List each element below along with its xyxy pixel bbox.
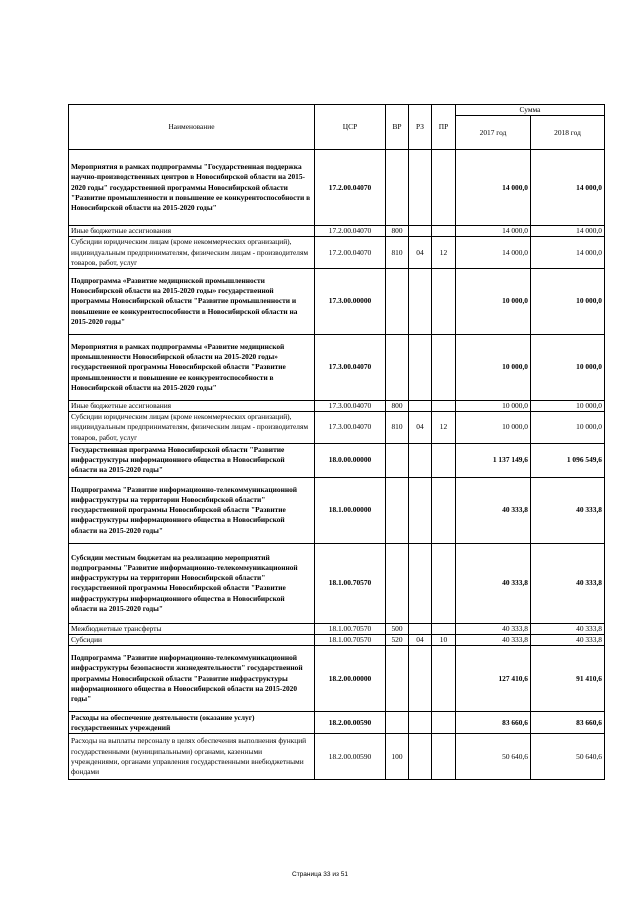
row-csr: 18.2.00.00590 [315, 734, 386, 780]
row-pr: 10 [432, 635, 456, 646]
row-sum-2017: 10 000,0 [456, 269, 531, 335]
header-pr: ПР [432, 105, 456, 150]
row-rz: 04 [409, 635, 432, 646]
row-pr [432, 150, 456, 226]
row-name: Подпрограмма "Развитие информационно-телекоммуникационной инфраструктуры безопасности жизнедеятельности" государственной программы Новосибирской области "Развитие инфраструктуры информационного общества в Новосибирской области на 2015-2020 годы" [69, 646, 315, 712]
row-sum-2018: 1 096 549,6 [531, 443, 605, 477]
row-vr: 100 [386, 734, 409, 780]
header-2018: 2018 год [531, 116, 605, 150]
row-csr: 18.2.00.00000 [315, 646, 386, 712]
row-csr: 18.2.00.00590 [315, 712, 386, 734]
row-rz [409, 150, 432, 226]
row-rz [409, 335, 432, 401]
row-sum-2017: 10 000,0 [456, 412, 531, 444]
row-name: Подпрограмма "Развитие информационно-телекоммуникационной инфраструктуры на территории Новосибирской области" государственной программы Новосибирской области "Развитие инфраструктуры информационного общества в Новосибирской области на 2015-2020 годы" [69, 477, 315, 543]
row-sum-2017: 14 000,0 [456, 150, 531, 226]
header-csr: ЦСР [315, 105, 386, 150]
row-csr: 17.3.00.04070 [315, 412, 386, 444]
row-vr [386, 477, 409, 543]
row-sum-2017: 40 333,8 [456, 635, 531, 646]
table-row [69, 635, 605, 646]
row-rz [409, 646, 432, 712]
row-sum-2017: 127 410,6 [456, 646, 531, 712]
row-sum-2018: 40 333,8 [531, 477, 605, 543]
row-csr: 17.2.00.04070 [315, 150, 386, 226]
row-pr [432, 401, 456, 412]
row-pr [432, 543, 456, 623]
row-sum-2018: 10 000,0 [531, 401, 605, 412]
row-rz: 04 [409, 237, 432, 269]
row-vr: 800 [386, 226, 409, 237]
row-vr: 800 [386, 401, 409, 412]
row-vr: 810 [386, 412, 409, 444]
table-row [69, 623, 605, 634]
row-rz [409, 543, 432, 623]
row-rz [409, 443, 432, 477]
row-rz [409, 623, 432, 634]
row-name: Подпрограмма «Развитие медицинской промышленности Новосибирской области на 2015-2020 годы» государственной программы Новосибирской области "Развитие промышленности и повышение ее конкурентоспособности в Новосибирской области на 2015-2020 годы" [69, 269, 315, 335]
row-name: Государственная программа Новосибирской области "Развитие инфраструктуры информационного общества в Новосибирской области на 2015-2020 годы" [69, 443, 315, 477]
row-sum-2018: 10 000,0 [531, 269, 605, 335]
row-vr [386, 646, 409, 712]
row-csr: 17.2.00.04070 [315, 237, 386, 269]
row-csr: 18.0.00.00000 [315, 443, 386, 477]
row-rz [409, 734, 432, 780]
row-csr: 18.1.00.70570 [315, 623, 386, 634]
row-pr [432, 477, 456, 543]
row-csr: 18.1.00.70570 [315, 635, 386, 646]
row-sum-2017: 83 660,6 [456, 712, 531, 734]
row-vr [386, 150, 409, 226]
header-sum: Сумма [456, 105, 605, 116]
row-rz [409, 269, 432, 335]
row-sum-2018: 14 000,0 [531, 237, 605, 269]
row-sum-2017: 14 000,0 [456, 226, 531, 237]
row-pr [432, 226, 456, 237]
row-vr [386, 335, 409, 401]
row-vr [386, 712, 409, 734]
row-name: Мероприятия в рамках подпрограммы "Государственная поддержка научно-производственных центров в Новосибирской области на 2015-2020 годы" государственной программы Новосибирской области "Развитие промышленности и повышение ее конкурентоспособности в Новосибирской области на 2015-2020 годы" [69, 150, 315, 226]
row-csr: 17.3.00.04070 [315, 335, 386, 401]
table-row [69, 543, 605, 623]
row-vr [386, 269, 409, 335]
row-vr [386, 443, 409, 477]
row-sum-2017: 1 137 149,6 [456, 443, 531, 477]
row-sum-2018: 40 333,8 [531, 543, 605, 623]
row-name: Мероприятия в рамках подпрограммы «Развитие медицинской промышленности Новосибирской области на 2015-2020 годы» государственной программы Новосибирской области "Развитие промышленности и повышение ее конкурентоспособности в Новосибирской области на 2015-2020 годы" [69, 335, 315, 401]
row-sum-2018: 50 640,6 [531, 734, 605, 780]
row-csr: 18.1.00.70570 [315, 543, 386, 623]
row-vr: 520 [386, 635, 409, 646]
row-rz [409, 401, 432, 412]
row-csr: 17.3.00.04070 [315, 401, 386, 412]
row-name: Межбюджетные трансферты [69, 623, 315, 634]
table-row [69, 477, 605, 543]
row-name: Субсидии юридическим лицам (кроме некоммерческих организаций), индивидуальным предпринимателям, физическим лицам - производителям товаров, работ, услуг [69, 412, 315, 444]
row-vr: 810 [386, 237, 409, 269]
header-vr: ВР [386, 105, 409, 150]
row-pr [432, 734, 456, 780]
table-row [69, 150, 605, 226]
row-sum-2017: 40 333,8 [456, 543, 531, 623]
row-sum-2018: 91 410,6 [531, 646, 605, 712]
row-sum-2018: 83 660,6 [531, 712, 605, 734]
row-vr [386, 543, 409, 623]
row-name: Субсидии местным бюджетам на реализацию мероприятий подпрограммы "Развитие информационно-телекоммуникационной инфраструктуры на территории Новосибирской области" государственной программы Новосибирской области "Развитие инфраструктуры информационного общества в Новосибирской области на 2015-2020 годы" [69, 543, 315, 623]
row-name: Расходы на выплаты персоналу в целях обеспечения выполнения функций государственными (муниципальными) органами, казенными учреждениями, органами управления государственными внебюджетными фондами [69, 734, 315, 780]
row-rz: 04 [409, 412, 432, 444]
row-sum-2018: 10 000,0 [531, 335, 605, 401]
table-row [69, 335, 605, 401]
row-sum-2018: 40 333,8 [531, 635, 605, 646]
row-rz [409, 712, 432, 734]
table-row [69, 269, 605, 335]
row-csr: 17.2.00.04070 [315, 226, 386, 237]
row-sum-2017: 10 000,0 [456, 401, 531, 412]
row-sum-2018: 14 000,0 [531, 150, 605, 226]
row-pr [432, 335, 456, 401]
header-rz: РЗ [409, 105, 432, 150]
row-name: Иные бюджетные ассигнования [69, 226, 315, 237]
row-rz [409, 226, 432, 237]
row-pr [432, 443, 456, 477]
page-footer: Страница 33 из 51 [292, 871, 348, 878]
table-row [69, 443, 605, 477]
row-sum-2018: 10 000,0 [531, 412, 605, 444]
row-pr [432, 269, 456, 335]
row-sum-2017: 40 333,8 [456, 477, 531, 543]
row-pr [432, 623, 456, 634]
row-name: Иные бюджетные ассигнования [69, 401, 315, 412]
row-name: Субсидии [69, 635, 315, 646]
row-sum-2017: 14 000,0 [456, 237, 531, 269]
row-pr [432, 712, 456, 734]
row-sum-2017: 40 333,8 [456, 623, 531, 634]
header-name: Наименование [69, 105, 315, 150]
row-pr: 12 [432, 412, 456, 444]
row-pr [432, 646, 456, 712]
row-sum-2018: 40 333,8 [531, 623, 605, 634]
table-row [69, 412, 605, 444]
row-sum-2017: 10 000,0 [456, 335, 531, 401]
table-row [69, 226, 605, 237]
row-rz [409, 477, 432, 543]
table-row [69, 734, 605, 780]
table-row [69, 646, 605, 712]
header-2017: 2017 год [456, 116, 531, 150]
row-csr: 18.1.00.00000 [315, 477, 386, 543]
row-sum-2017: 50 640,6 [456, 734, 531, 780]
row-name: Субсидии юридическим лицам (кроме некоммерческих организаций), индивидуальным предпринимателям, физическим лицам - производителям товаров, работ, услуг [69, 237, 315, 269]
table-row [69, 401, 605, 412]
row-vr: 500 [386, 623, 409, 634]
row-name: Расходы на обеспечение деятельности (оказание услуг) государственных учреждений [69, 712, 315, 734]
row-sum-2018: 14 000,0 [531, 226, 605, 237]
table-row [69, 712, 605, 734]
row-csr: 17.3.00.00000 [315, 269, 386, 335]
budget-table [68, 104, 605, 780]
table-row [69, 237, 605, 269]
row-pr: 12 [432, 237, 456, 269]
